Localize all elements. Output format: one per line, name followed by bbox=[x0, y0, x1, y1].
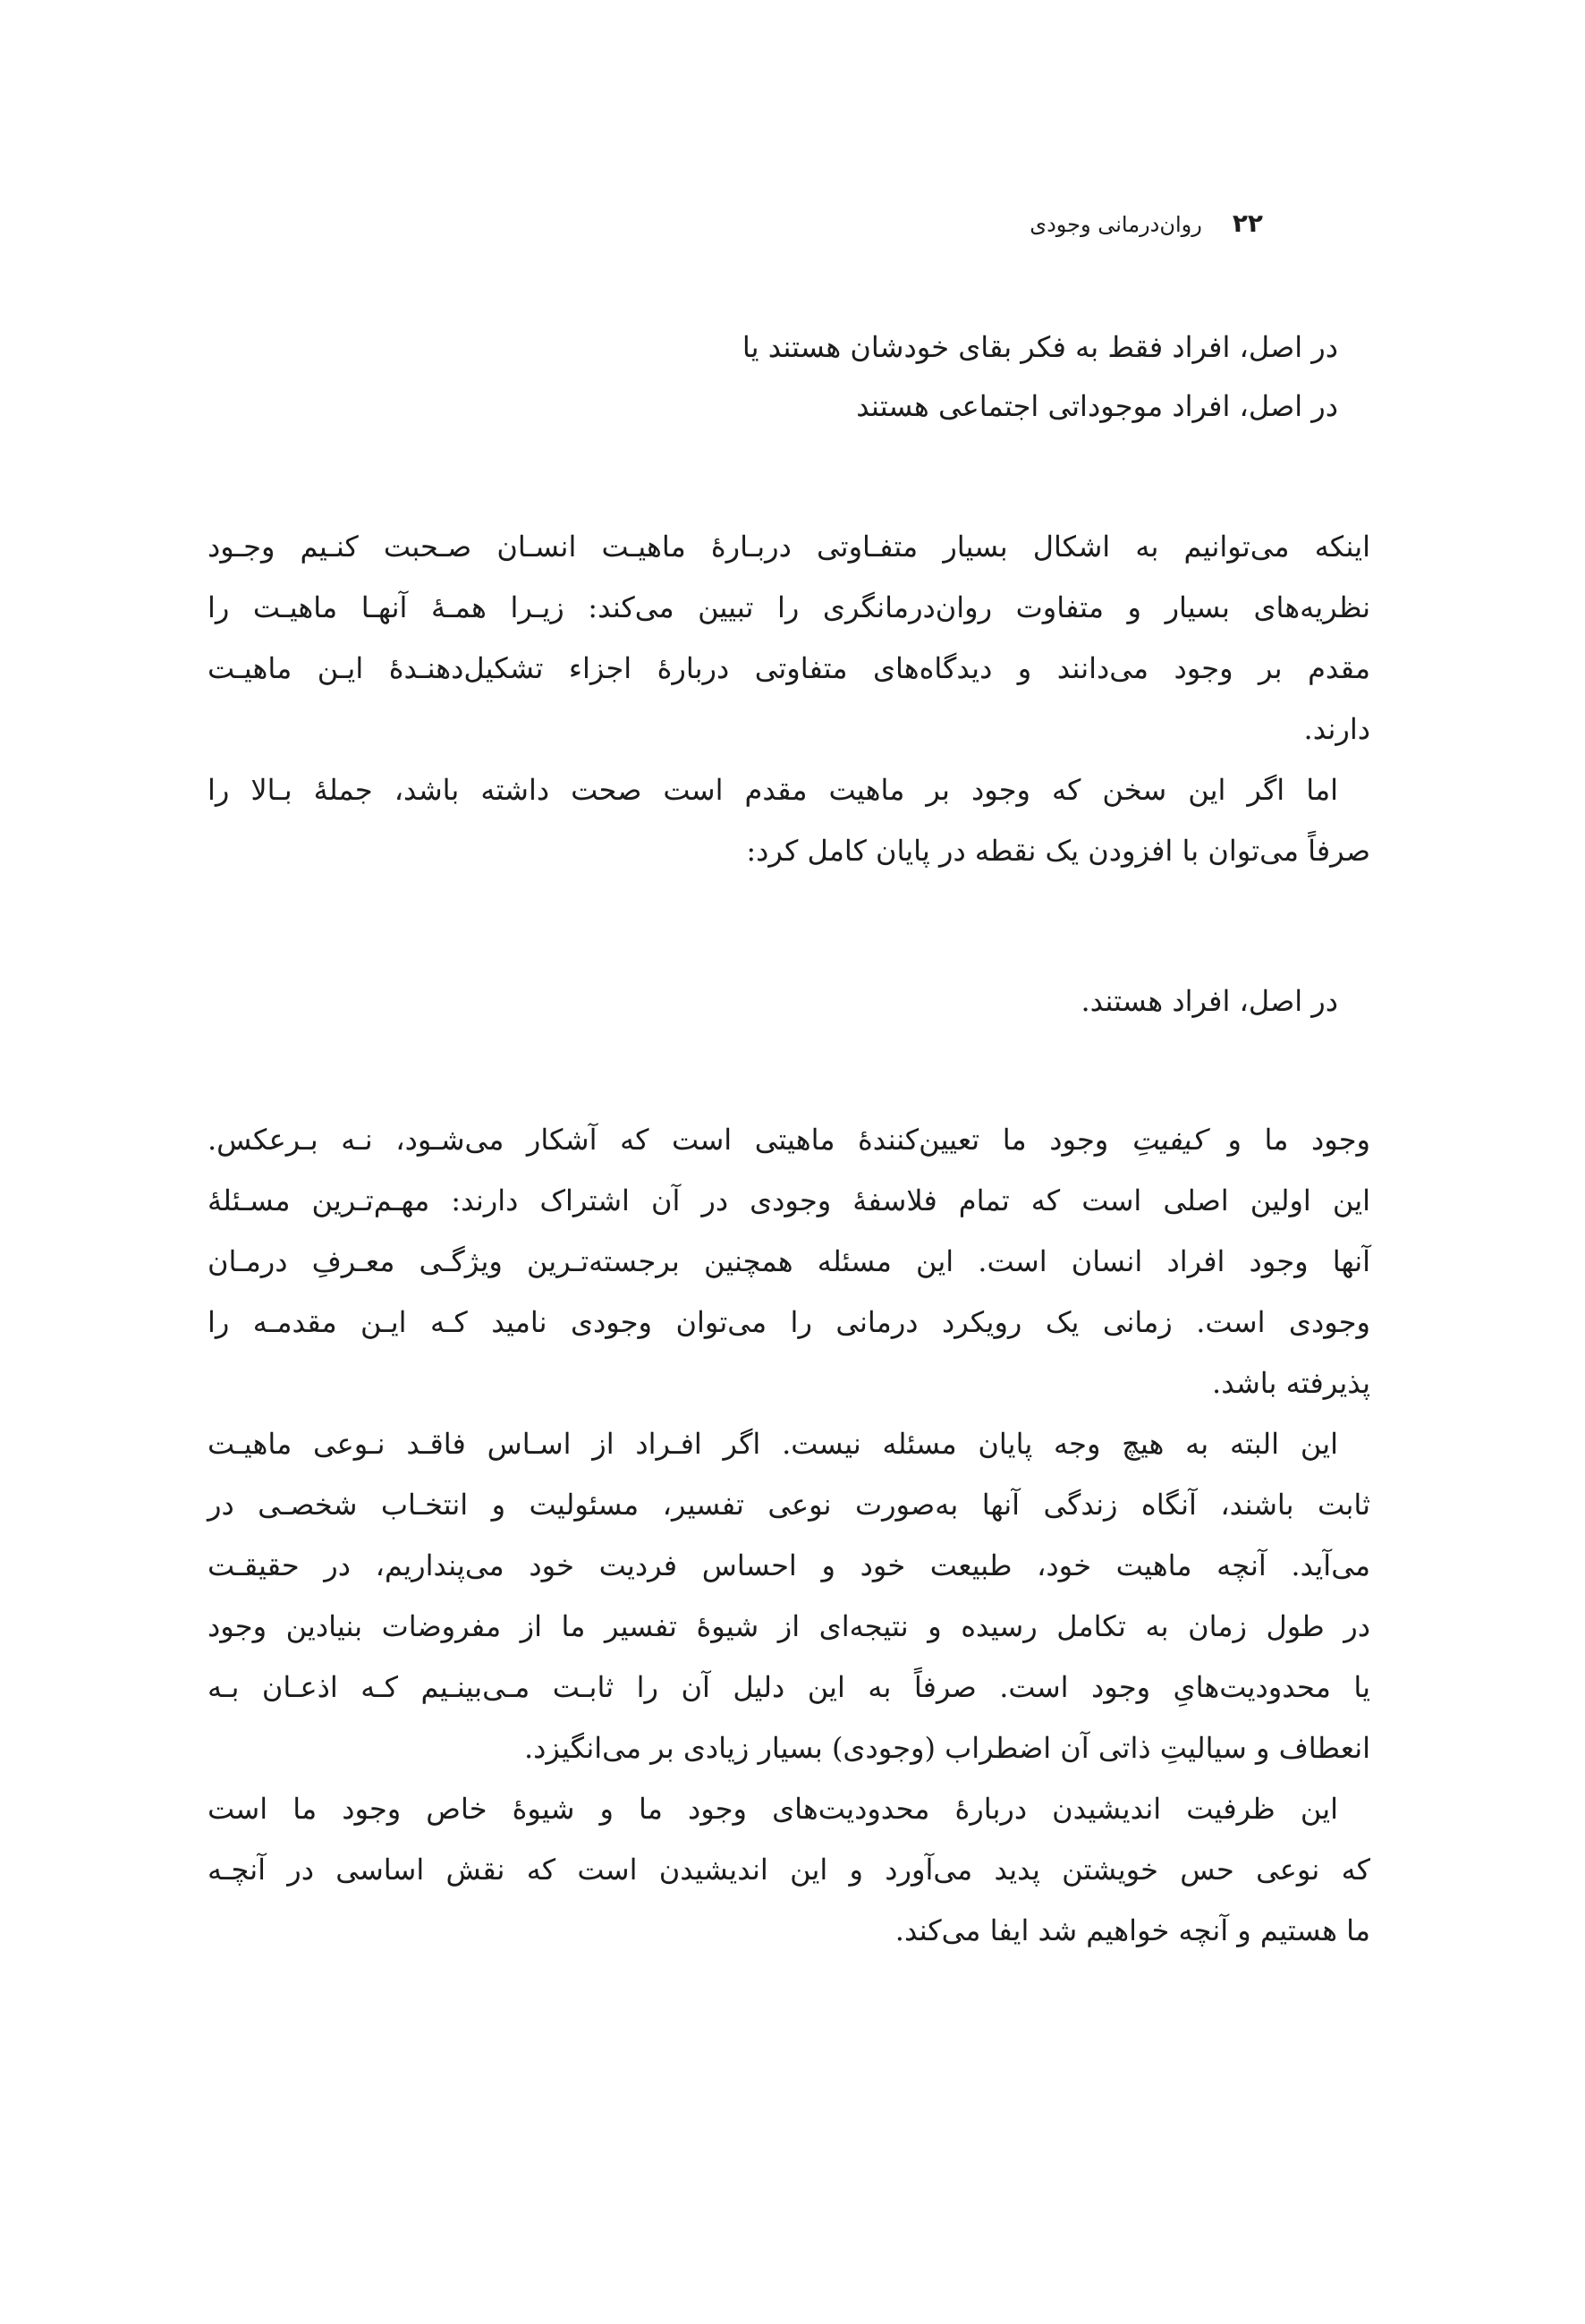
text-line: این البته به هیچ وجه پایان مسئله نیست. اگر افـراد از اسـاس فاقـد نـوعی ماهیـت bbox=[208, 1427, 1338, 1461]
text-line: پذیرفته باشد. bbox=[1212, 1366, 1370, 1400]
text-line: اما اگر این سخن که وجود بر ماهیت مقدم است صحت داشته باشد، جملهٔ بـالا را bbox=[208, 773, 1338, 807]
text-line: دارند. bbox=[1303, 712, 1370, 746]
text-run: وجود ما و bbox=[1204, 1123, 1371, 1157]
text-line: ما هستیم و آنچه خواهیم شد ایفا می‌کند. bbox=[894, 1913, 1370, 1947]
paragraph-3 bbox=[208, 1109, 1370, 1413]
text-line: انعطاف و سیالیتِ ذاتی آن اضطراب (وجودی) بسیار زیادی بر می‌انگیزد. bbox=[523, 1731, 1370, 1765]
emphasis-term: کیفیتِ bbox=[1131, 1123, 1205, 1157]
text-line: مقدم بر وجود می‌دانند و دیدگاه‌های متفاوتی دربارهٔ اجزاء تشکیل‌دهنـدهٔ ایـن ماهیـت bbox=[208, 651, 1371, 685]
quote-line: در اصل، افراد هستند. bbox=[1081, 984, 1338, 1018]
text-line: در طول زمان به تکامل رسیده و نتیجه‌ای از شیوهٔ تفسیر ما از مفروضات بنیادین وجود bbox=[208, 1609, 1371, 1643]
text-line: آنها وجود افراد انسان است. این مسئله همچنین برجسته‌تـرین ویژگـی معـرفِ درمـان bbox=[208, 1244, 1370, 1278]
paragraph-5 bbox=[208, 1778, 1370, 1961]
text-line: نظریه‌های بسیار و متفاوت روان‌درمانگری را تبیین می‌کند: زیـرا همـهٔ آنهـا ماهیـت را bbox=[208, 590, 1370, 624]
paragraph-4 bbox=[208, 1413, 1370, 1778]
text-line: وجودی است. زمانی یک رویکرد درمانی را می‌توان وجودی نامید کـه ایـن مقدمـه را bbox=[208, 1305, 1370, 1339]
quote-line: در اصل، افراد موجوداتی اجتماعی هستند bbox=[856, 389, 1338, 423]
text-line: یا محدودیت‌هایِ وجود است. صرفاً به این دلیل آن را ثابـت مـی‌بینـیم کـه اذعـان بـه bbox=[208, 1670, 1370, 1704]
paragraph-2 bbox=[208, 759, 1370, 881]
page-number: ۲۲ bbox=[1232, 208, 1263, 238]
text-line: صرفاً می‌توان با افزودن یک نقطه در پایان کامل کرد: bbox=[746, 834, 1370, 868]
text-line: می‌آید. آنچه ماهیت خود، طبیعت خود و احساس فردیت خود می‌پنداریم، در حقیقـت bbox=[208, 1548, 1370, 1582]
text-line: این اولین اصلی است که تمام فلاسفهٔ وجودی در آن اشتراک دارند: مهـم‌تـرین مسـئلهٔ bbox=[208, 1183, 1370, 1217]
paragraph-1 bbox=[208, 516, 1370, 759]
book-title: روان‌درمانی وجودی bbox=[1030, 212, 1202, 237]
text-line bbox=[208, 1109, 1370, 1170]
text-line: اینکه می‌توانیم به اشکال بسیار متفـاوتی دربـارهٔ ماهیـت انسـان صـحبت کنـیم وجـود bbox=[208, 530, 1370, 564]
text-line: ثابت باشند، آنگاه زندگی آنها به‌صورت نوعی تفسیر، مسئولیت و انتخـاب شخصـی در bbox=[208, 1488, 1370, 1522]
text-run: وجود ما تعیین‌کنندهٔ ماهیتی است که آشکار می‌شـود، نـه بـرعکس. bbox=[208, 1123, 1132, 1157]
running-header bbox=[1030, 204, 1263, 244]
quote-block-1 bbox=[208, 318, 1370, 436]
text-line: این ظرفیت اندیشیدن دربارهٔ محدودیت‌های وجود ما و شیوهٔ خاص وجود ما است bbox=[208, 1792, 1338, 1826]
text-line: که نوعی حس خویشتن پدید می‌آورد و این اندیشیدن است که نقش اساسی در آنچـه bbox=[208, 1853, 1371, 1887]
quote-block-2 bbox=[208, 971, 1370, 1031]
quote-line: در اصل، افراد فقط به فکر بقای خودشان هستند یا bbox=[742, 330, 1338, 364]
